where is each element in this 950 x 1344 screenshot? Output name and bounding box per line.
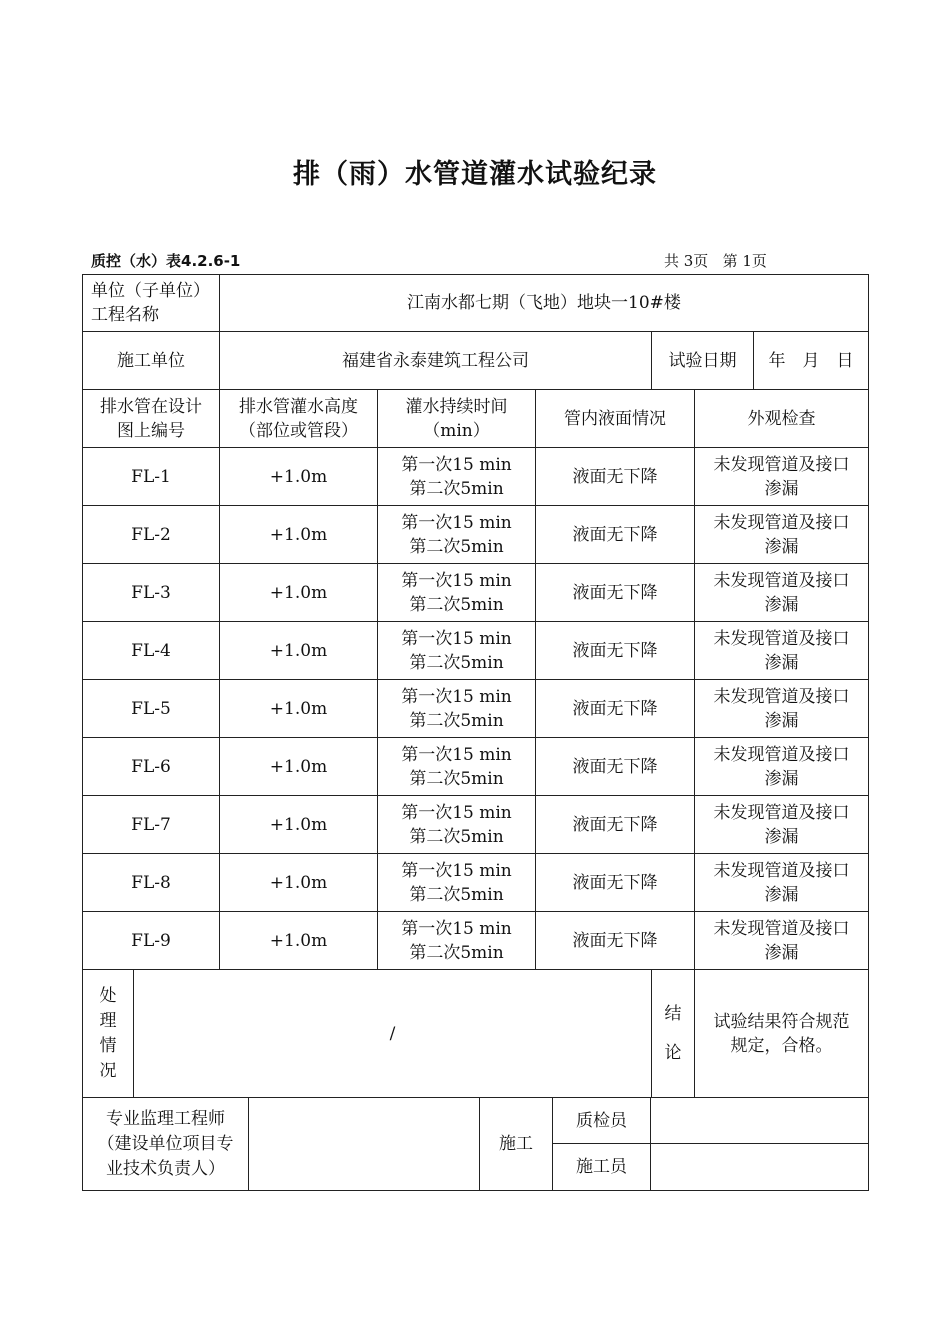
fill-height-text: +1.0m (269, 756, 328, 777)
contractor-name: 福建省永泰建筑工程公司 (342, 350, 529, 371)
appearance-text: 渗漏 (764, 710, 799, 731)
appearance-cell (695, 738, 869, 796)
table-row (83, 622, 869, 680)
handling-value: / (134, 970, 652, 1098)
appearance-text: 渗漏 (764, 942, 799, 963)
supervisor-label-line3: 业技术负责人） (106, 1158, 225, 1179)
header-pipe-no-line2: 图上编号 (117, 420, 185, 441)
header-height-line2: （部位或管段） (239, 420, 358, 441)
water-level-text: 液面无下降 (572, 466, 658, 487)
header-height-line1: 排水管灌水高度 (239, 396, 358, 417)
duration-text: 第一次15 min (401, 744, 512, 765)
contractor-label: 施工单位 (83, 332, 220, 390)
duration-cell (378, 738, 536, 796)
pipe-id-cell (83, 680, 220, 738)
page-total: 共 3页 (664, 252, 709, 270)
water-level-cell (536, 564, 695, 622)
duration-text: 第一次15 min (401, 512, 512, 533)
inspector-signature (651, 1098, 869, 1144)
fill-height-cell (220, 564, 378, 622)
appearance-text: 未发现管道及接口 (713, 628, 850, 649)
water-level-cell (536, 738, 695, 796)
fill-height-cell (220, 796, 378, 854)
duration-cell (378, 796, 536, 854)
duration-text: 第一次15 min (401, 802, 512, 823)
page-current: 第 1页 (722, 252, 767, 270)
contractor-row (83, 332, 869, 390)
pipe-id-text: FL-2 (131, 524, 171, 545)
appearance-cell (695, 622, 869, 680)
conclusion-label-char: 结 (664, 1003, 682, 1024)
builder-label: 施工员 (553, 1144, 651, 1191)
fill-height-cell (220, 738, 378, 796)
fill-height-text: +1.0m (269, 814, 328, 835)
water-level-text: 液面无下降 (572, 582, 658, 603)
water-level-cell (536, 448, 695, 506)
fill-height-text: +1.0m (269, 640, 328, 661)
handling-label-char: 况 (99, 1060, 117, 1081)
duration-text: 第一次15 min (401, 686, 512, 707)
fill-height-cell (220, 622, 378, 680)
table-row (83, 738, 869, 796)
fill-height-text: +1.0m (269, 524, 328, 545)
table-row (83, 912, 869, 970)
header-duration-line2: （min） (423, 420, 490, 441)
duration-text: 第二次5min (409, 652, 504, 673)
header-row (83, 390, 869, 448)
handling-label (83, 970, 134, 1098)
pipe-id-text: FL-1 (131, 466, 171, 487)
form-code: 质控（水）表4.2.6-1 (91, 252, 241, 270)
water-level-text: 液面无下降 (572, 930, 658, 951)
table-row (83, 564, 869, 622)
table-row (83, 448, 869, 506)
fill-height-text: +1.0m (269, 872, 328, 893)
appearance-text: 未发现管道及接口 (713, 454, 850, 475)
header-pipe-no (83, 390, 220, 448)
project-label: 单位（子单位）工程名称 (83, 275, 220, 332)
header-duration-line1: 灌水持续时间 (405, 396, 508, 417)
fill-height-text: +1.0m (269, 582, 328, 603)
handling-label-char: 情 (99, 1035, 117, 1056)
appearance-cell (695, 448, 869, 506)
water-level-text: 液面无下降 (572, 524, 658, 545)
conclusion-label (652, 970, 695, 1098)
header-height (220, 390, 378, 448)
header-appearance: 外观检查 (695, 390, 869, 448)
pipe-id-cell (83, 622, 220, 680)
duration-cell (378, 680, 536, 738)
test-date-value: 年 月 日 (768, 350, 854, 371)
pipe-id-cell (83, 796, 220, 854)
handling-row (83, 970, 869, 1098)
conclusion-line1: 试验结果符合规范 (713, 1011, 850, 1032)
header-duration (378, 390, 536, 448)
duration-text: 第二次5min (409, 884, 504, 905)
supervisor-label-line1: 专业监理工程师 (106, 1108, 225, 1129)
fill-height-cell (220, 680, 378, 738)
duration-cell (378, 506, 536, 564)
appearance-text: 未发现管道及接口 (713, 512, 850, 533)
project-row (83, 275, 869, 332)
appearance-text: 未发现管道及接口 (713, 744, 850, 765)
duration-text: 第一次15 min (401, 860, 512, 881)
duration-text: 第一次15 min (401, 570, 512, 591)
fill-height-cell (220, 448, 378, 506)
supervisor-label (83, 1098, 249, 1191)
header-level: 管内液面情况 (536, 390, 695, 448)
conclusion-label-char: 论 (664, 1042, 682, 1063)
pipe-id-text: FL-5 (131, 698, 171, 719)
builder-signature (651, 1144, 869, 1191)
project-value: 江南水都七期（飞地）地块一10#楼 (220, 275, 869, 332)
supervisor-signature (249, 1098, 480, 1191)
water-level-cell (536, 912, 695, 970)
construction-label: 施工 (480, 1098, 553, 1191)
appearance-text: 未发现管道及接口 (713, 686, 850, 707)
pipe-id-cell (83, 854, 220, 912)
contractor-value (220, 332, 652, 390)
duration-cell (378, 448, 536, 506)
appearance-cell (695, 564, 869, 622)
table-row (83, 854, 869, 912)
page-title: 排（雨）水管道灌水试验纪录 (293, 159, 657, 190)
pipe-id-cell (83, 448, 220, 506)
appearance-text: 渗漏 (764, 594, 799, 615)
pipe-id-cell (83, 912, 220, 970)
water-level-text: 液面无下降 (572, 698, 658, 719)
fill-height-text: +1.0m (269, 466, 328, 487)
pipe-id-cell (83, 506, 220, 564)
duration-text: 第二次5min (409, 942, 504, 963)
table-row (83, 796, 869, 854)
appearance-cell (695, 506, 869, 564)
fill-height-cell (220, 912, 378, 970)
pipe-id-text: FL-8 (131, 872, 171, 893)
duration-text: 第二次5min (409, 478, 504, 499)
test-date-cell (652, 332, 869, 390)
fill-height-cell (220, 854, 378, 912)
page-indicator (664, 250, 767, 271)
duration-cell (378, 622, 536, 680)
water-level-text: 液面无下降 (572, 814, 658, 835)
duration-cell (378, 912, 536, 970)
pipe-id-text: FL-9 (131, 930, 171, 951)
duration-text: 第二次5min (409, 826, 504, 847)
appearance-cell (695, 680, 869, 738)
duration-text: 第二次5min (409, 710, 504, 731)
duration-cell (378, 564, 536, 622)
appearance-cell (695, 796, 869, 854)
appearance-cell (695, 912, 869, 970)
test-record-table (82, 274, 869, 1098)
water-level-cell (536, 506, 695, 564)
appearance-text: 渗漏 (764, 536, 799, 557)
pipe-id-text: FL-7 (131, 814, 171, 835)
duration-text: 第二次5min (409, 768, 504, 789)
appearance-text: 未发现管道及接口 (713, 860, 850, 881)
supervisor-label-line2: （建设单位项目专 (97, 1133, 234, 1154)
pipe-id-cell (83, 738, 220, 796)
test-date-label: 试验日期 (652, 332, 754, 389)
appearance-text: 渗漏 (764, 884, 799, 905)
appearance-text: 渗漏 (764, 826, 799, 847)
appearance-text: 渗漏 (764, 478, 799, 499)
water-level-cell (536, 622, 695, 680)
duration-text: 第一次15 min (401, 918, 512, 939)
appearance-text: 渗漏 (764, 652, 799, 673)
inspector-label: 质检员 (553, 1098, 651, 1144)
appearance-cell (695, 854, 869, 912)
handling-label-char: 处 (99, 985, 117, 1006)
table-row (83, 506, 869, 564)
appearance-text: 未发现管道及接口 (713, 918, 850, 939)
header-pipe-no-line1: 排水管在设计 (100, 396, 202, 417)
fill-height-text: +1.0m (269, 930, 328, 951)
conclusion-line2: 规定，合格。 (730, 1035, 833, 1056)
pipe-id-text: FL-3 (131, 582, 171, 603)
fill-height-text: +1.0m (269, 698, 328, 719)
appearance-text: 未发现管道及接口 (713, 570, 850, 591)
pipe-id-text: FL-6 (131, 756, 171, 777)
duration-text: 第一次15 min (401, 628, 512, 649)
appearance-text: 渗漏 (764, 768, 799, 789)
pipe-id-text: FL-4 (131, 640, 171, 661)
fill-height-cell (220, 506, 378, 564)
appearance-text: 未发现管道及接口 (713, 802, 850, 823)
duration-text: 第二次5min (409, 536, 504, 557)
duration-text: 第二次5min (409, 594, 504, 615)
pipe-id-cell (83, 564, 220, 622)
table-row (83, 680, 869, 738)
signature-table (82, 1097, 869, 1191)
water-level-cell (536, 680, 695, 738)
water-level-cell (536, 854, 695, 912)
water-level-cell (536, 796, 695, 854)
conclusion-value (695, 970, 869, 1098)
water-level-text: 液面无下降 (572, 872, 658, 893)
water-level-text: 液面无下降 (572, 756, 658, 777)
water-level-text: 液面无下降 (572, 640, 658, 661)
duration-text: 第一次15 min (401, 454, 512, 475)
duration-cell (378, 854, 536, 912)
handling-label-char: 理 (99, 1010, 117, 1031)
